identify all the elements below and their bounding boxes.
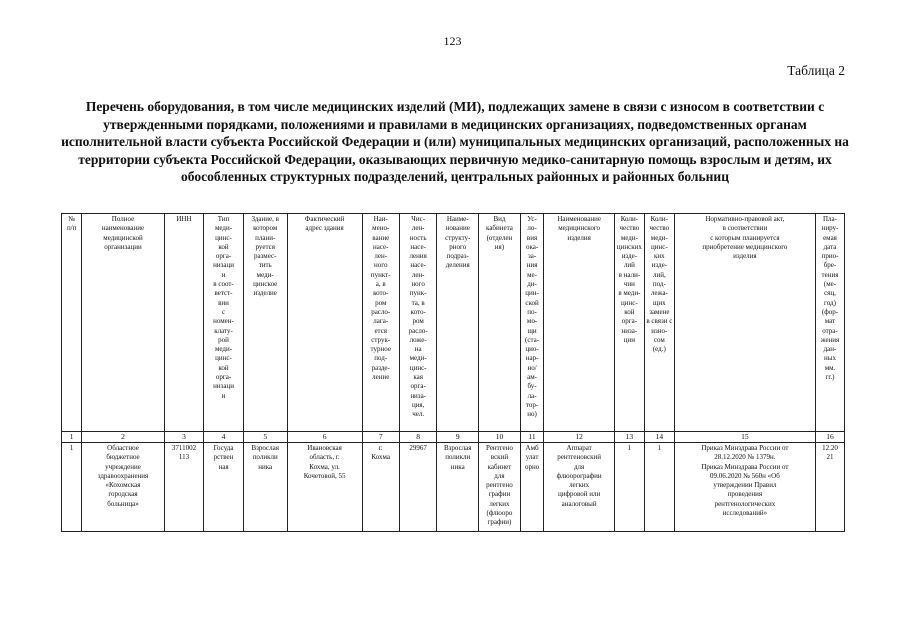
table-header-row bbox=[62, 214, 845, 432]
page-number: 123 bbox=[443, 34, 462, 48]
table-cell: 12.20 21 bbox=[815, 443, 844, 532]
column-number-cell: 6 bbox=[287, 432, 362, 443]
table-cell: 3711002 113 bbox=[164, 443, 204, 532]
document-title: Перечень оборудования, в том числе медицинских изделий (МИ), подлежащих замене в связи с износом в соответствии с утвержденными порядками, положениями и правилами в медицинских организациях, подведомственных органам исполнительной власти субъекта Российской Федерации и (или) муниципальных медицинских организаций, расположенных на территории субъекта Российской Федерации, оказывающих первичную медико-санитарную помощь взрослым и детям, их обособленных структурных подразделений, центральных районных и районных больниц bbox=[61, 99, 849, 184]
column-number-cell: 8 bbox=[399, 432, 436, 443]
table-cell: Взрослая поликли ника bbox=[437, 443, 479, 532]
column-header: Коли- чество меди- цинских изде- лий в нали- чии в меди- цинс- кой орга- низа- ции bbox=[614, 214, 644, 432]
column-number-cell: 16 bbox=[815, 432, 844, 443]
column-number-cell: 13 bbox=[614, 432, 644, 443]
column-number-cell: 4 bbox=[204, 432, 244, 443]
table-caption: Таблица 2 bbox=[787, 63, 845, 78]
table-cell: 1 bbox=[614, 443, 644, 532]
column-header: Тип меди- цинс- кой орга- низаци и в соот- ветст- вии с номен- клату- рой меди- цинс- кой орга- низаци и bbox=[204, 214, 244, 432]
column-number-cell: 11 bbox=[520, 432, 544, 443]
column-header: Полное наименование медицинской организации bbox=[82, 214, 164, 432]
table-cell: Рентгено вский кабинет для рентгено графии легких (флюоро графии) bbox=[479, 443, 521, 532]
table-cell: Амб улат орно bbox=[520, 443, 544, 532]
column-number-cell: 1 bbox=[62, 432, 82, 443]
table-cell: г. Кохма bbox=[362, 443, 399, 532]
table-cell: 29967 bbox=[399, 443, 436, 532]
column-number-row bbox=[62, 432, 845, 443]
table-cell: Приказ Минздрава России от 28.12.2020 № 1379н. Приказ Минздрава России от 09.06.2020 № 560н «Об утверждении Правил проведения рентгенологических исследований» bbox=[674, 443, 815, 532]
column-header: Наименование медицинского изделия bbox=[544, 214, 615, 432]
column-header: № п/п bbox=[62, 214, 82, 432]
column-header: Наи- мено- вание насе- лен- ного пункт- а, в кото- ром расло- лага- ется струк- турное под- разде- ление bbox=[362, 214, 399, 432]
column-header: Здание, в котором плани- руется размес- тить меди- цинское изделие bbox=[243, 214, 287, 432]
column-header: ИНН bbox=[164, 214, 204, 432]
table-cell: 1 bbox=[644, 443, 674, 532]
column-header: Вид кабинета (отделен ия) bbox=[479, 214, 521, 432]
column-header: Фактический адрес здания bbox=[287, 214, 362, 432]
table-cell: Областное бюджетное учреждение здравоохранения «Кохомская городская больница» bbox=[82, 443, 164, 532]
table-cell: 1 bbox=[62, 443, 82, 532]
table-cell: Взрослая поликли ника bbox=[243, 443, 287, 532]
column-header: Наиме- нование структу- рного подраз- деления bbox=[437, 214, 479, 432]
table-cell: Аппарат рентгеновский для флюорографии легких цифровой или аналоговый bbox=[544, 443, 615, 532]
column-number-cell: 10 bbox=[479, 432, 521, 443]
column-number-cell: 7 bbox=[362, 432, 399, 443]
table-cell: Ивановская область, г. Кохма, ул. Кочетовой, 55 bbox=[287, 443, 362, 532]
column-number-cell: 12 bbox=[544, 432, 615, 443]
column-number-cell: 2 bbox=[82, 432, 164, 443]
column-number-cell: 5 bbox=[243, 432, 287, 443]
table-body bbox=[62, 443, 845, 532]
column-header: Пла- ниру- емая дата прио- бре- тения (ме- сяц, год) (фор- мат отра- жения дан- ных мм. гг.) bbox=[815, 214, 844, 432]
column-number-cell: 9 bbox=[437, 432, 479, 443]
table-row bbox=[62, 443, 845, 532]
table-cell: Госуда рствен ная bbox=[204, 443, 244, 532]
column-number-cell: 3 bbox=[164, 432, 204, 443]
column-number-cell: 14 bbox=[644, 432, 674, 443]
column-header: Коли- чество меди- цинс- ких изде- лий, под- лежа- щих замене в связи с изно- сом (ед.) bbox=[644, 214, 674, 432]
column-header: Ус- ло- вия ока- за- ния ме- ди- цин- ской по- мо- щи (ста- цио- нар- но/ ам- бу- ла- тор- но) bbox=[520, 214, 544, 432]
column-number-cell: 15 bbox=[674, 432, 815, 443]
equipment-table bbox=[61, 213, 845, 532]
column-header: Нормативно-правовой акт, в соответствии с которым планируется приобретение медицинского изделия bbox=[674, 214, 815, 432]
column-header: Чис- лен- ность насе- ления насе- лен- ного пунк- та, в кото- ром расло- ложе- на меди- цинс- кая орга- низа- ция, чел. bbox=[399, 214, 436, 432]
